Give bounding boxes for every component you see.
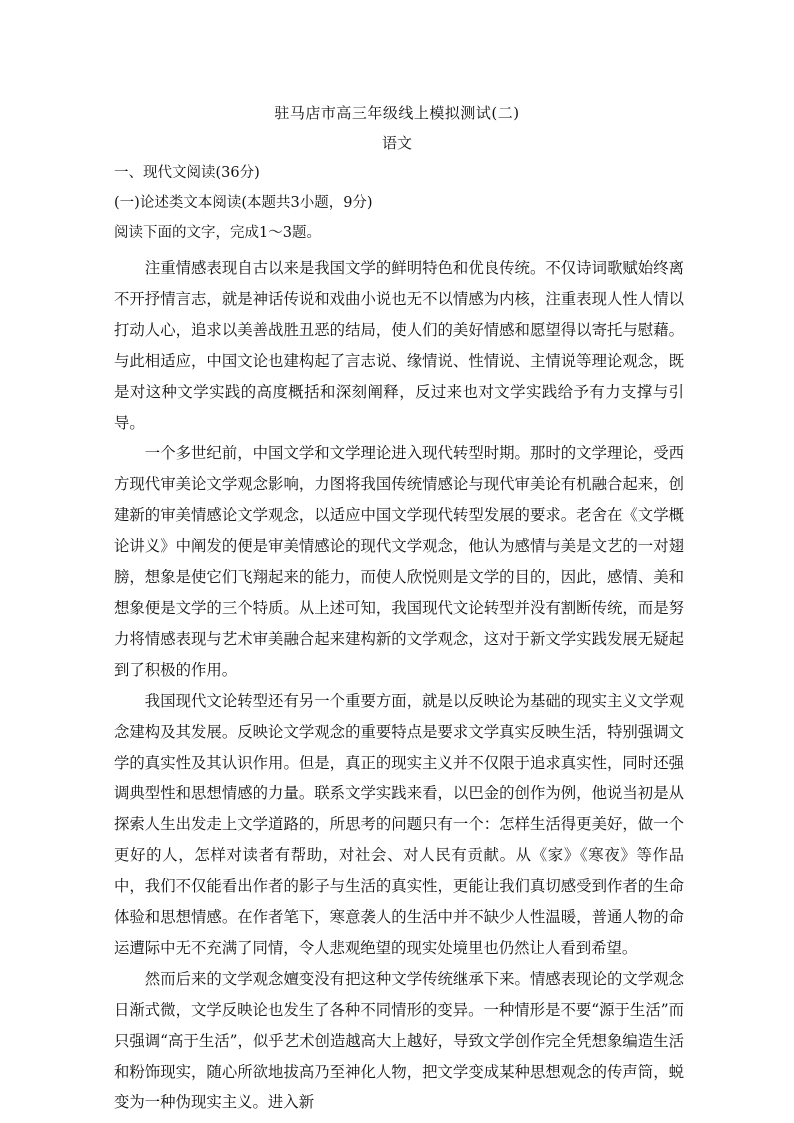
instruction-text: 阅读下面的文字，完成1～3题。	[114, 225, 321, 241]
paragraph-3: 我国现代文论转型还有另一个重要方面，就是以反映论为基础的现实主义文学观念建构及其发展。反映论文学观念的重要特点是要求文学真实反映生活，特别强调文学的真实性及其认识作用。但是，真正的现实主义并不仅限于追求真实性，同时还强调典型性和思想情感的力量。联系文学实践来看，以巴金的创作为例，他说当初是从探索人生出发走上文学道路的，所思考的问题只有一个：怎样生活得更美好，做一个更好的人，怎样对读者有帮助，对社会、对人民有贡献。从《家》《寒夜》等作品中，我们不仅能看出作者的影子与生活的真实性，更能让我们真切感受到作者的生命体验和思想情感。在作者笔下，寒意袭人的生活中并不缺少人性温暖，普通人物的命运遭际中无不充满了同情，令人悲观绝望的现实处境里也仍然让人看到希望。	[114, 691, 684, 957]
subsection-heading: (一)论述类文本阅读(本题共3小题，9分)	[114, 195, 373, 211]
subject-heading: 语文	[381, 134, 412, 152]
paragraph-4: 然而后来的文学观念嬗变没有把这种文学传统继承下来。情感表现论的文学观念日渐式微，文学反映论也发生了各种不同情形的变异。一种情形是不要“源于生活”而只强调“高于生活”，似乎艺术创造越高大上越好，导致文学创作完全凭想象编造生活和粉饰现实，随心所欲地拔高乃至神化人物，把文学变成某种思想观念的传声筒，蜕变为一种伪现实主义。进入新	[114, 969, 684, 1112]
article-body	[114, 253, 684, 1118]
section-heading: 一、现代文阅读(36分)	[114, 165, 260, 181]
document-title: 驻马店市高三年级线上模拟测试(二)	[274, 104, 520, 122]
paragraph-1: 注重情感表现自古以来是我国文学的鲜明特色和优良传统。不仅诗词歌赋始终离不开抒情言志，就是神话传说和戏曲小说也无不以情感为内核，注重表现人性人情以打动人心，追求以美善战胜丑恶的结局，使人们的美好情感和愿望得以寄托与慰藉。与此相适应，中国文论也建构起了言志说、缘情说、性情说、主情说等理论观念，既是对这种文学实践的高度概括和深刻阐释，反过来也对文学实践给予有力支撑与引导。	[114, 259, 684, 432]
paragraph-2: 一个多世纪前，中国文学和文学理论进入现代转型时期。那时的文学理论，受西方现代审美论文学观念影响，力图将我国传统情感论与现代审美论有机融合起来，创建新的审美情感论文学观念，以适应中国文学现代转型发展的要求。老舍在《文学概论讲义》中阐发的便是审美情感论的现代文学观念，他认为感情与美是文艺的一对翅膀，想象是使它们飞翔起来的能力，而使人欣悦则是文学的目的，因此，感情、美和想象便是文学的三个特质。从上述可知，我国现代文论转型并没有割断传统，而是努力将情感表现与艺术审美融合起来建构新的文学观念，这对于新文学实践发展无疑起到了积极的作用。	[114, 444, 684, 679]
